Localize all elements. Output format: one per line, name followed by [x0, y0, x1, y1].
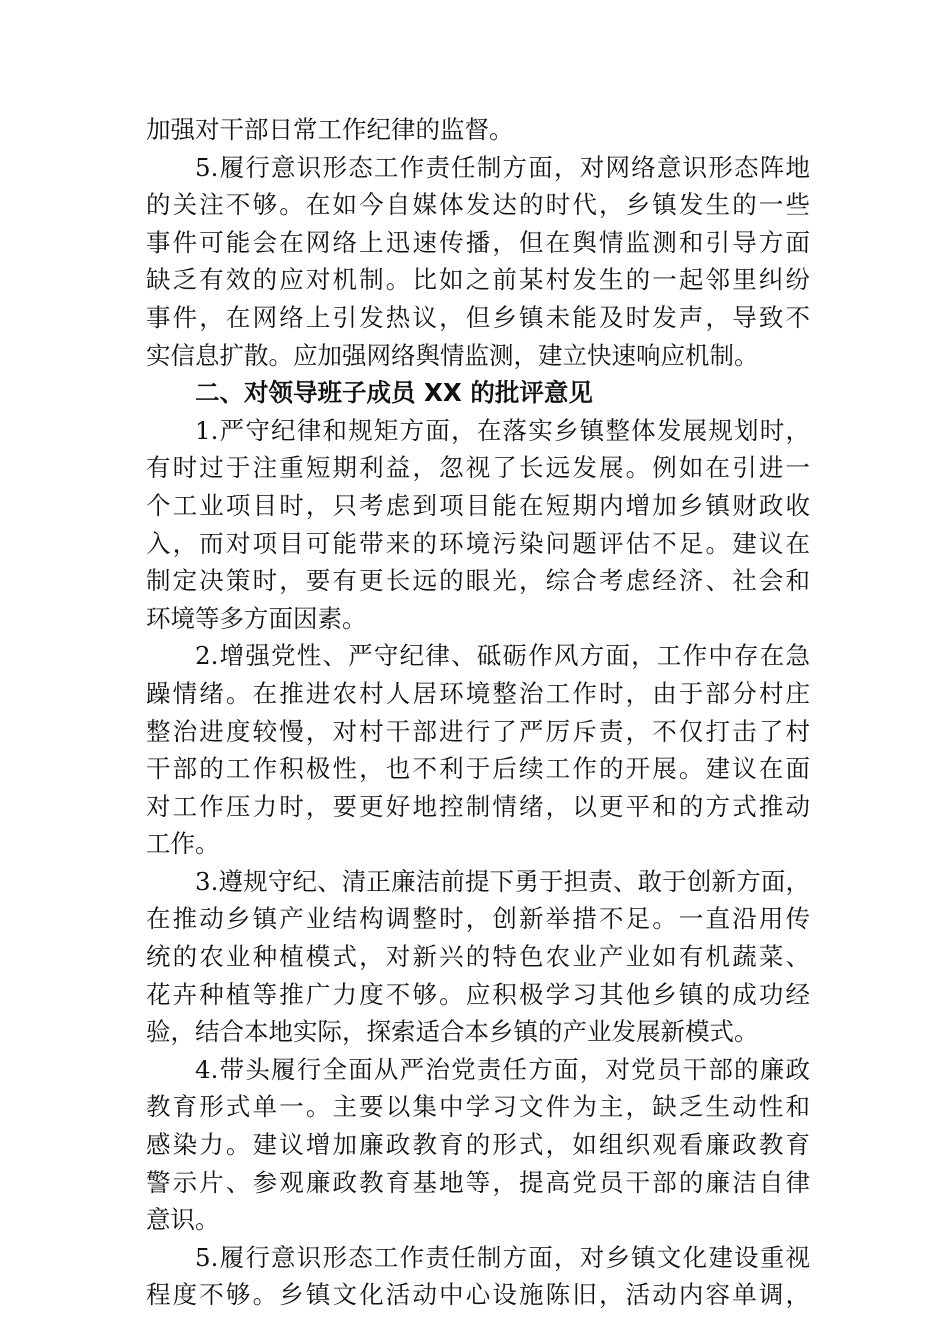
paragraph-line: 工作。: [146, 829, 220, 859]
paragraph-line: 个工业项目时，只考虑到项目能在短期内增加乡镇财政收: [146, 490, 810, 520]
paragraph-line: 加强对干部日常工作纪律的监督。: [146, 115, 514, 144]
paragraph-line: 2.增强党性、严守纪律、砥砺作风方面，工作中存在急: [195, 641, 810, 671]
paragraph-line: 花卉种植等推广力度不够。应积极学习其他乡镇的成功经: [146, 979, 810, 1009]
paragraph-line: 环境等多方面因素。: [146, 603, 367, 633]
paragraph-line: 对工作压力时，要更好地控制情绪，以更平和的方式推动: [146, 791, 810, 821]
paragraph-line: 的关注不够。在如今自媒体发达的时代，乡镇发生的一些: [146, 190, 810, 220]
paragraph-line: 验，结合本地实际，探索适合本乡镇的产业发展新模式。: [146, 1017, 759, 1047]
paragraph-line: 程度不够。乡镇文化活动中心设施陈旧，活动内容单调，: [146, 1280, 810, 1310]
paragraph-line: 5.履行意识形态工作责任制方面，对网络意识形态阵地: [195, 152, 810, 182]
paragraph-line: 事件可能会在网络上迅速传播，但在舆情监测和引导方面: [146, 227, 810, 257]
paragraph-line: 意识。: [146, 1205, 220, 1235]
paragraph-line: 制定决策时，要有更长远的眼光，综合考虑经济、社会和: [146, 566, 810, 596]
paragraph-line: 1.严守纪律和规矩方面，在落实乡镇整体发展规划时，: [195, 415, 810, 445]
paragraph-line: 事件，在网络上引发热议，但乡镇未能及时发声，导致不: [146, 302, 810, 332]
paragraph-line: 缺乏有效的应对机制。比如之前某村发生的一起邻里纠纷: [146, 265, 810, 295]
paragraph-line: 躁情绪。在推进农村人居环境整治工作时，由于部分村庄: [146, 678, 810, 708]
paragraph-line: 实信息扩散。应加强网络舆情监测，建立快速响应机制。: [146, 340, 759, 370]
paragraph-line: 4.带头履行全面从严治党责任方面，对党员干部的廉政: [195, 1054, 810, 1084]
paragraph-line: 在推动乡镇产业结构调整时，创新举措不足。一直沿用传: [146, 904, 810, 934]
paragraph-line: 有时过于注重短期利益，忽视了长远发展。例如在引进一: [146, 453, 810, 483]
paragraph-line: 感染力。建议增加廉政教育的形式，如组织观看廉政教育: [146, 1130, 810, 1160]
paragraph-line: 教育形式单一。主要以集中学习文件为主，缺乏生动性和: [146, 1092, 810, 1122]
document-body: [146, 111, 810, 1314]
section-heading: 二、对领导班子成员 XX 的批评意见: [195, 378, 593, 408]
paragraph-line: 警示片、参观廉政教育基地等，提高党员干部的廉洁自律: [146, 1167, 810, 1197]
paragraph-line: 干部的工作积极性，也不利于后续工作的开展。建议在面: [146, 754, 810, 784]
paragraph-line: 5.履行意识形态工作责任制方面，对乡镇文化建设重视: [195, 1242, 810, 1272]
paragraph-line: 3.遵规守纪、清正廉洁前提下勇于担责、敢于创新方面，: [195, 866, 810, 896]
paragraph-line: 统的农业种植模式，对新兴的特色农业产业如有机蔬菜、: [146, 942, 810, 972]
paragraph-line: 入，而对项目可能带来的环境污染问题评估不足。建议在: [146, 528, 810, 558]
paragraph-line: 整治进度较慢，对村干部进行了严厉斥责，不仅打击了村: [146, 716, 810, 746]
